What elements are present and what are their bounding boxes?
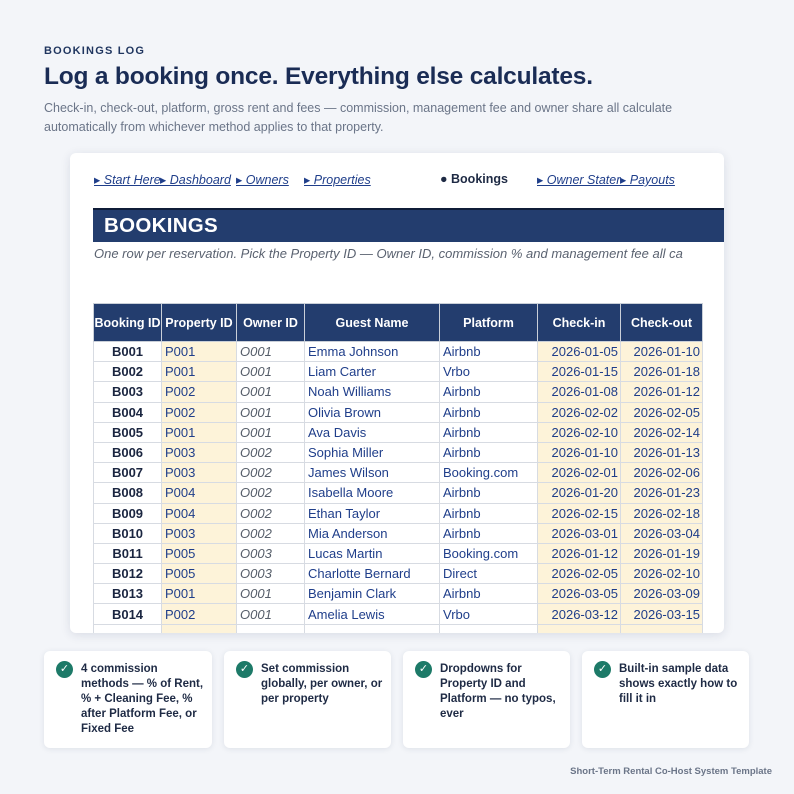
owner-id-cell[interactable]: O001	[237, 402, 305, 422]
check-out-cell[interactable]: 2026-01-19	[621, 543, 703, 563]
booking-id-cell[interactable]: B004	[94, 402, 162, 422]
platform-cell[interactable]: Airbnb	[440, 402, 538, 422]
platform-cell[interactable]: Airbnb	[440, 503, 538, 523]
table-row	[94, 382, 703, 402]
table-row	[94, 342, 703, 362]
owner-id-cell[interactable]: O003	[237, 564, 305, 584]
check-icon: ✓	[236, 661, 253, 678]
owner-id-cell[interactable]: O003	[237, 543, 305, 563]
table-row	[94, 543, 703, 563]
booking-id-cell[interactable]: B009	[94, 503, 162, 523]
check-in-cell[interactable]: 2026-01-08	[538, 382, 621, 402]
check-in-cell[interactable]: 2026-02-05	[538, 564, 621, 584]
table-row	[94, 362, 703, 382]
platform-cell[interactable]: Airbnb	[440, 584, 538, 604]
check-in-cell[interactable]: 2026-01-12	[538, 543, 621, 563]
owner-id-cell[interactable]: O002	[237, 463, 305, 483]
check-out-cell[interactable]: 2026-01-12	[621, 382, 703, 402]
check-out-cell[interactable]: 2026-01-18	[621, 362, 703, 382]
check-icon: ✓	[56, 661, 73, 678]
table-row	[94, 584, 703, 604]
eyebrow-label: BOOKINGS LOG	[44, 45, 146, 57]
booking-id-cell[interactable]: B008	[94, 483, 162, 503]
feature-card-commission-methods	[44, 651, 212, 748]
booking-id-cell[interactable]: B007	[94, 463, 162, 483]
nav-link-payouts[interactable]: ▸ Payouts	[620, 173, 675, 187]
check-out-cell[interactable]: 2026-03-15	[621, 604, 703, 624]
sheet-description: One row per reservation. Pick the Property ID — Owner ID, commission % and management fee all ca	[94, 246, 683, 261]
check-in-cell[interactable]: 2026-02-10	[538, 422, 621, 442]
page-title: Log a booking once. Everything else calculates.	[44, 63, 593, 90]
footer-credit: Short-Term Rental Co-Host System Template	[570, 766, 772, 777]
property-id-cell[interactable]	[162, 624, 237, 633]
check-in-cell[interactable]: 2026-01-15	[538, 362, 621, 382]
column-header-booking-id[interactable]: Booking ID	[94, 304, 162, 342]
booking-id-cell[interactable]: B013	[94, 584, 162, 604]
owner-id-cell[interactable]: O001	[237, 342, 305, 362]
check-out-cell[interactable]: 2026-01-23	[621, 483, 703, 503]
table-row	[94, 483, 703, 503]
property-id-cell[interactable]: P002	[162, 402, 237, 422]
guest-name-cell[interactable]: Emma Johnson	[305, 342, 440, 362]
platform-cell[interactable]: Vrbo	[440, 362, 538, 382]
check-in-cell[interactable]: 2026-02-02	[538, 402, 621, 422]
bookings-table	[93, 303, 703, 633]
column-header-guest-name[interactable]: Guest Name	[305, 304, 440, 342]
nav-link-properties[interactable]: ▸ Properties	[304, 173, 371, 187]
guest-name-cell[interactable]: Noah Williams	[305, 382, 440, 402]
check-out-cell[interactable]: 2026-02-05	[621, 402, 703, 422]
property-id-cell[interactable]: P001	[162, 362, 237, 382]
owner-id-cell[interactable]	[237, 624, 305, 633]
sheet-title-banner	[93, 208, 724, 242]
check-icon: ✓	[415, 661, 432, 678]
table-row	[94, 463, 703, 483]
platform-cell[interactable]: Airbnb	[440, 442, 538, 462]
check-out-cell[interactable]: 2026-02-10	[621, 564, 703, 584]
table-row	[94, 523, 703, 543]
check-out-cell[interactable]	[621, 624, 703, 633]
check-icon: ✓	[594, 661, 611, 678]
guest-name-cell[interactable]: Liam Carter	[305, 362, 440, 382]
guest-name-cell[interactable]: Charlotte Bernard	[305, 564, 440, 584]
check-out-cell[interactable]: 2026-02-06	[621, 463, 703, 483]
sheet-title: BOOKINGS	[104, 214, 219, 237]
booking-id-cell[interactable]: B014	[94, 604, 162, 624]
feature-card-commission-scope	[224, 651, 391, 748]
feature-text: 4 commission methods — % of Rent, % + Cleaning Fee, % after Platform Fee, or Fixed Fee	[81, 663, 204, 735]
platform-cell[interactable]: Direct	[440, 564, 538, 584]
guest-name-cell[interactable]: Ethan Taylor	[305, 503, 440, 523]
platform-cell[interactable]: Airbnb	[440, 342, 538, 362]
nav-item-bookings-active: ● Bookings	[440, 172, 508, 186]
platform-cell[interactable]: Booking.com	[440, 463, 538, 483]
feature-card-sample-data	[582, 651, 749, 748]
sheet-nav	[70, 153, 724, 205]
check-in-cell[interactable]: 2026-03-12	[538, 604, 621, 624]
guest-name-cell[interactable]: Isabella Moore	[305, 483, 440, 503]
guest-name-cell[interactable]: Olivia Brown	[305, 402, 440, 422]
nav-link-start-here[interactable]: ▸ Start Here	[94, 173, 161, 187]
table-row	[94, 402, 703, 422]
booking-id-cell[interactable]: B002	[94, 362, 162, 382]
owner-id-cell[interactable]: O002	[237, 483, 305, 503]
booking-id-cell[interactable]: B005	[94, 422, 162, 442]
check-in-cell[interactable]: 2026-02-01	[538, 463, 621, 483]
check-out-cell[interactable]: 2026-02-18	[621, 503, 703, 523]
check-out-cell[interactable]: 2026-03-09	[621, 584, 703, 604]
owner-id-cell[interactable]: O001	[237, 422, 305, 442]
booking-id-cell[interactable]: B012	[94, 564, 162, 584]
property-id-cell[interactable]: P004	[162, 483, 237, 503]
check-in-cell[interactable]: 2026-03-01	[538, 523, 621, 543]
table-row	[94, 442, 703, 462]
property-id-cell[interactable]: P005	[162, 543, 237, 563]
check-out-cell[interactable]: 2026-01-10	[621, 342, 703, 362]
owner-id-cell[interactable]: O002	[237, 442, 305, 462]
owner-id-cell[interactable]: O001	[237, 382, 305, 402]
check-in-cell[interactable]: 2026-02-15	[538, 503, 621, 523]
column-header-platform[interactable]: Platform	[440, 304, 538, 342]
property-id-cell[interactable]: P001	[162, 584, 237, 604]
property-id-cell[interactable]: P002	[162, 604, 237, 624]
table-header-row	[94, 304, 703, 342]
check-in-cell[interactable]: 2026-03-05	[538, 584, 621, 604]
table-row	[94, 604, 703, 624]
check-out-cell[interactable]: 2026-02-14	[621, 422, 703, 442]
platform-cell[interactable]: Airbnb	[440, 382, 538, 402]
guest-name-cell[interactable]: Lucas Martin	[305, 543, 440, 563]
column-header-check-out[interactable]: Check-out	[621, 304, 703, 342]
property-id-cell[interactable]: P005	[162, 564, 237, 584]
platform-cell[interactable]: Booking.com	[440, 543, 538, 563]
property-id-cell[interactable]: P003	[162, 523, 237, 543]
column-header-property-id[interactable]: Property ID	[162, 304, 237, 342]
property-id-cell[interactable]: P002	[162, 382, 237, 402]
table-body	[94, 342, 703, 634]
guest-name-cell[interactable]: Amelia Lewis	[305, 604, 440, 624]
owner-id-cell[interactable]: O002	[237, 503, 305, 523]
nav-link-dashboard[interactable]: ▸ Dashboard	[160, 173, 231, 187]
guest-name-cell[interactable]: Ava Davis	[305, 422, 440, 442]
owner-id-cell[interactable]: O002	[237, 523, 305, 543]
check-in-cell[interactable]: 2026-01-05	[538, 342, 621, 362]
owner-id-cell[interactable]: O001	[237, 362, 305, 382]
platform-cell[interactable]: Airbnb	[440, 523, 538, 543]
booking-id-cell[interactable]: B011	[94, 543, 162, 563]
feature-text: Set commission globally, per owner, or per property	[261, 663, 383, 705]
table-row	[94, 564, 703, 584]
booking-id-cell[interactable]: B010	[94, 523, 162, 543]
booking-id-cell[interactable]: B006	[94, 442, 162, 462]
table-row	[94, 624, 703, 633]
guest-name-cell[interactable]: Mia Anderson	[305, 523, 440, 543]
property-id-cell[interactable]: P001	[162, 342, 237, 362]
feature-card-dropdowns	[403, 651, 570, 748]
feature-text: Dropdowns for Property ID and Platform — no typos, ever	[440, 663, 556, 720]
platform-cell[interactable]: Vrbo	[440, 604, 538, 624]
guest-name-cell[interactable]: James Wilson	[305, 463, 440, 483]
property-id-cell[interactable]: P003	[162, 463, 237, 483]
check-in-cell[interactable]: 2026-01-20	[538, 483, 621, 503]
platform-cell[interactable]	[440, 624, 538, 633]
nav-link-owners[interactable]: ▸ Owners	[236, 173, 289, 187]
spreadsheet-screenshot	[70, 153, 724, 633]
guest-name-cell[interactable]: Sophia Miller	[305, 442, 440, 462]
check-in-cell[interactable]	[538, 624, 621, 633]
column-header-check-in[interactable]: Check-in	[538, 304, 621, 342]
guest-name-cell[interactable]	[305, 624, 440, 633]
table-row	[94, 422, 703, 442]
owner-id-cell[interactable]: O001	[237, 584, 305, 604]
booking-id-cell[interactable]: B001	[94, 342, 162, 362]
table-row	[94, 503, 703, 523]
property-id-cell[interactable]: P003	[162, 442, 237, 462]
property-id-cell[interactable]: P001	[162, 422, 237, 442]
platform-cell[interactable]: Airbnb	[440, 483, 538, 503]
column-header-owner-id[interactable]: Owner ID	[237, 304, 305, 342]
booking-id-cell[interactable]	[94, 624, 162, 633]
platform-cell[interactable]: Airbnb	[440, 422, 538, 442]
owner-id-cell[interactable]: O001	[237, 604, 305, 624]
nav-link-owner-statements[interactable]: ▸ Owner Stater	[537, 173, 621, 187]
check-out-cell[interactable]: 2026-01-13	[621, 442, 703, 462]
property-id-cell[interactable]: P004	[162, 503, 237, 523]
booking-id-cell[interactable]: B003	[94, 382, 162, 402]
page-subtitle: Check-in, check-out, platform, gross rent and fees — commission, management fee and owner share all calculate automatically from whichever method applies to that property.	[44, 101, 673, 134]
check-out-cell[interactable]: 2026-03-04	[621, 523, 703, 543]
guest-name-cell[interactable]: Benjamin Clark	[305, 584, 440, 604]
feature-text: Built-in sample data shows exactly how to fill it in	[619, 663, 738, 705]
check-in-cell[interactable]: 2026-01-10	[538, 442, 621, 462]
